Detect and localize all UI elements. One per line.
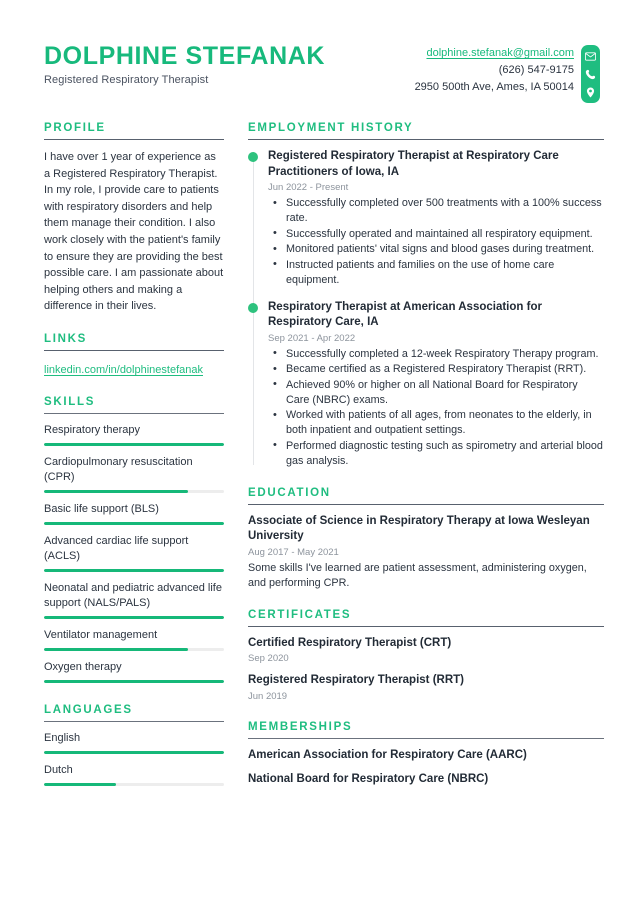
skill-level-track	[44, 648, 224, 651]
employment-bullet: • Became certified as a Registered Respiratory Therapist (RRT).	[268, 362, 604, 377]
link-item[interactable]: linkedin.com/in/dolphinestefanak	[44, 363, 203, 376]
skill-level-track	[44, 616, 224, 619]
skill-item	[44, 455, 224, 493]
employment-entry	[268, 300, 604, 469]
skill-level-track	[44, 522, 224, 525]
section-title-education: EDUCATION	[248, 486, 331, 499]
employment-timeline	[248, 149, 604, 469]
skill-level-fill	[44, 443, 224, 446]
employment-bullet: • Instructed patients and families on the use of home care equipment.	[268, 258, 604, 288]
skill-level-fill	[44, 569, 224, 572]
language-label: Dutch	[44, 763, 73, 776]
skill-level-fill	[44, 616, 224, 619]
section-employment-history	[248, 122, 604, 469]
employment-entry-bullets	[268, 196, 604, 288]
education-entry-title: Associate of Science in Respiratory Therapy at Iowa Wesleyan University	[248, 514, 590, 542]
skill-level-fill	[44, 490, 188, 493]
employment-bullet: • Performed diagnostic testing such as spirometry and arterial blood gas analysis.	[268, 439, 604, 469]
section-title-profile: PROFILE	[44, 122, 106, 134]
identity-block	[44, 42, 325, 86]
employment-bullet: • Successfully operated and maintained all respiratory equipment.	[268, 227, 604, 242]
section-education	[248, 487, 604, 591]
section-certificates	[248, 609, 604, 702]
sidebar-column	[44, 122, 224, 795]
profile-text: I have over 1 year of experience as a Registered Respiratory Therapist. In my role, I provide care to patients with respiratory disorders and help them manage their condition. I also work closely with the patient's family to ensure they are providing the best possible care. I am passionate about helping others and making a difference in their lives.	[44, 151, 224, 313]
employment-bullet: • Achieved 90% or higher on all National Board for Respiratory Care (NBRC) exams.	[268, 378, 604, 408]
language-label: English	[44, 731, 81, 744]
section-title-employment: EMPLOYMENT HISTORY	[248, 122, 414, 134]
skill-level-track	[44, 569, 224, 572]
skill-label: Advanced cardiac life support (ACLS)	[44, 534, 189, 562]
language-level-track	[44, 751, 224, 754]
membership-entry	[248, 748, 604, 764]
skill-item	[44, 628, 224, 651]
certificate-entry	[248, 636, 604, 665]
section-profile	[44, 122, 224, 315]
skill-item	[44, 502, 224, 525]
skill-level-fill	[44, 522, 224, 525]
education-list	[248, 505, 604, 591]
skill-level-fill	[44, 648, 188, 651]
skill-label: Basic life support (BLS)	[44, 502, 159, 515]
phone-icon	[581, 66, 600, 82]
education-entry	[248, 514, 604, 591]
skill-label: Respiratory therapy	[44, 423, 140, 436]
section-title-links: LINKS	[44, 332, 87, 345]
employment-entry-title: Respiratory Therapist at American Association for Respiratory Care, IA	[268, 300, 542, 328]
skill-level-fill	[44, 680, 224, 683]
section-title-languages: LANGUAGES	[44, 703, 133, 716]
candidate-name: DOLPHINE STEFANAK	[44, 42, 326, 70]
certificate-entry-date: Sep 2020	[248, 653, 289, 665]
language-level-track	[44, 783, 224, 786]
skill-item	[44, 534, 224, 572]
certificate-entry	[248, 673, 604, 702]
resume-header	[44, 30, 600, 108]
timeline-dot-icon	[248, 303, 258, 313]
skill-item	[44, 581, 224, 619]
language-item	[44, 731, 224, 754]
section-links	[44, 333, 224, 378]
language-level-fill	[44, 751, 224, 754]
education-entry-description: Some skills I've learned are patient assessment, administering oxygen, and performing CPR.	[248, 561, 587, 589]
membership-entry-title: American Association for Respiratory Care (AARC)	[248, 748, 527, 761]
memberships-list	[248, 739, 604, 788]
membership-entry	[248, 772, 604, 788]
certificate-entry-title: Registered Respiratory Therapist (RRT)	[248, 674, 464, 687]
skill-level-track	[44, 680, 224, 683]
section-title-certificates: CERTIFICATES	[248, 608, 352, 621]
contact-block	[415, 42, 600, 103]
resume-body	[44, 122, 603, 795]
section-skills	[44, 396, 224, 683]
skill-item	[44, 423, 224, 446]
education-entry-date: Aug 2017 - May 2021	[248, 546, 339, 558]
skills-list	[44, 414, 224, 683]
employment-bullet: • Worked with patients of all ages, from neonates to the elderly, in both inpatient and outpatient settings.	[268, 408, 604, 438]
membership-entry-title: National Board for Respiratory Care (NBRC)	[248, 773, 489, 786]
section-languages	[44, 704, 224, 786]
certificate-entry-title: Certified Respiratory Therapist (CRT)	[248, 636, 452, 649]
skill-item	[44, 660, 224, 683]
timeline-dot-icon	[248, 152, 258, 162]
candidate-job-title: Registered Respiratory Therapist	[44, 74, 209, 86]
contact-email[interactable]: dolphine.stefanak@gmail.com	[426, 47, 574, 59]
contact-icon-bar	[581, 45, 600, 103]
skill-label: Cardiopulmonary resuscitation (CPR)	[44, 455, 193, 483]
section-title-skills: SKILLS	[44, 395, 96, 408]
skill-level-track	[44, 443, 224, 446]
employment-bullet: • Monitored patients' vital signs and blood gases during treatment.	[268, 242, 604, 257]
skill-label: Ventilator management	[44, 628, 158, 641]
language-item	[44, 763, 224, 786]
employment-entry-title: Registered Respiratory Therapist at Respiratory Care Practitioners of Iowa, IA	[268, 150, 559, 178]
contact-address: 2950 500th Ave, Ames, IA 50014	[414, 81, 574, 93]
location-pin-icon	[581, 84, 600, 100]
contact-details	[415, 45, 574, 96]
certificate-entry-date: Jun 2019	[248, 690, 288, 702]
main-column	[248, 122, 604, 795]
envelope-icon	[581, 48, 600, 64]
skill-label: Oxygen therapy	[44, 660, 122, 673]
language-level-fill	[44, 783, 116, 786]
employment-entry-date: Jun 2022 - Present	[268, 182, 349, 193]
section-title-memberships: MEMBERSHIPS	[248, 720, 353, 733]
skill-label: Neonatal and pediatric advanced life support (NALS/PALS)	[44, 581, 222, 609]
contact-phone: (626) 547-9175	[498, 64, 574, 76]
employment-entry-bullets	[268, 347, 604, 469]
languages-list	[44, 722, 224, 786]
certificates-list	[248, 627, 604, 702]
employment-entry	[268, 149, 604, 288]
skill-level-track	[44, 490, 224, 493]
employment-bullet: • Successfully completed over 500 treatments with a 100% success rate.	[268, 196, 604, 226]
employment-bullet: • Successfully completed a 12-week Respiratory Therapy program.	[268, 347, 604, 362]
section-memberships	[248, 721, 604, 788]
employment-entry-date: Sep 2021 - Apr 2022	[268, 332, 356, 344]
